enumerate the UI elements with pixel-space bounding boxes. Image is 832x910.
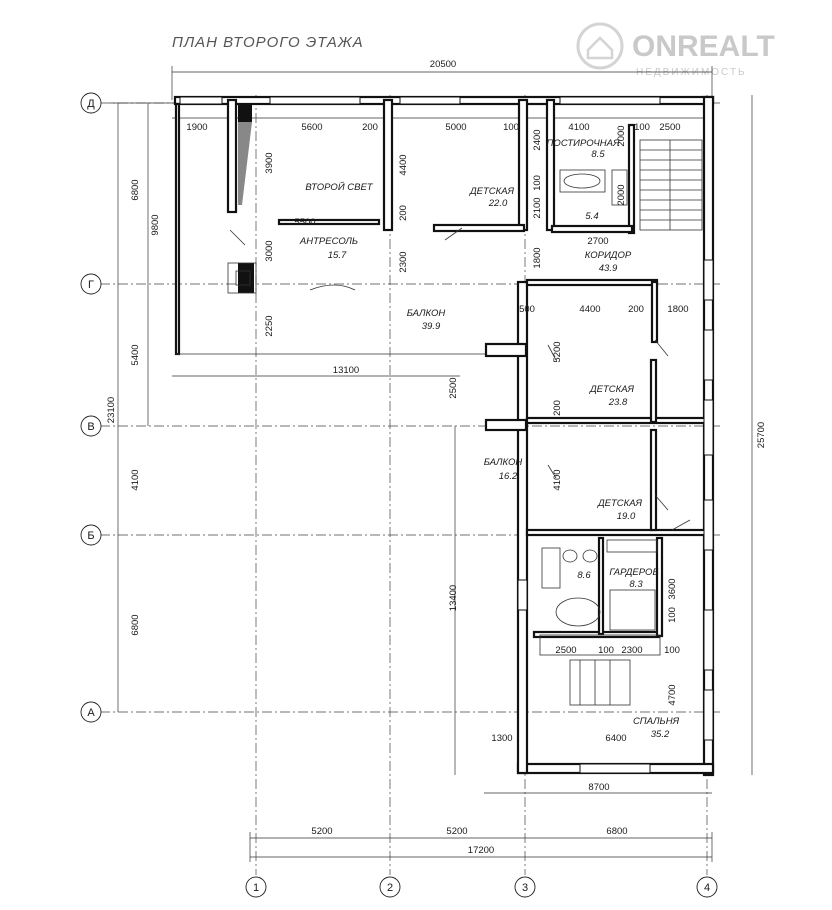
- room-area: 43.9: [598, 263, 618, 274]
- room-area: 8.5: [591, 149, 605, 160]
- axis-letter-g: Г: [88, 279, 94, 291]
- axis-letter-a: А: [87, 707, 95, 719]
- room-name: БАЛКОН: [483, 457, 523, 468]
- dim-interior: 6400: [605, 733, 627, 744]
- dim-top: 100: [503, 122, 519, 133]
- dim-left-outer: 23100: [106, 396, 117, 424]
- dim-interior: 2250: [264, 315, 275, 337]
- dim-interior: 2700: [587, 236, 609, 247]
- dim-interior: 2000: [616, 184, 627, 206]
- dim-interior: 5500: [294, 217, 316, 228]
- watermark-brand: ONREALT: [632, 30, 775, 63]
- axis-letter-v: В: [87, 421, 95, 433]
- dim-bottom-total: 17200: [467, 845, 495, 856]
- dim-interior: 200: [552, 400, 563, 416]
- dim-interior: 200: [628, 304, 644, 315]
- watermark-logo: [578, 24, 775, 78]
- dim-interior: 2500: [555, 645, 577, 656]
- room-area: 15.7: [327, 250, 347, 261]
- dim-interior: 4400: [579, 304, 601, 315]
- dim-interior: 13400: [448, 584, 459, 612]
- axis-number-3: 3: [521, 882, 529, 894]
- watermark-subtitle: НЕДВИЖИМОСТЬ: [636, 67, 747, 78]
- room-name: АНТРЕСОЛЬ: [299, 236, 359, 247]
- dim-left-inner: 9800: [150, 214, 161, 236]
- dim-left-inner: 4100: [130, 469, 141, 491]
- axis-grid: [100, 95, 720, 875]
- dim-interior: 3000: [264, 240, 275, 262]
- dim-interior: 200: [398, 205, 409, 221]
- dim-overall-top: 20500: [429, 59, 457, 70]
- dim-bottom-right: 8700: [588, 782, 610, 793]
- dim-interior: 1800: [532, 247, 543, 269]
- dim-left-inner: 5400: [130, 344, 141, 366]
- room-name: СПАЛЬНЯ: [632, 716, 680, 727]
- room-name: ДЕТСКАЯ: [469, 186, 515, 197]
- room-area: 19.0: [616, 511, 636, 522]
- room-area: 35.2: [650, 729, 670, 740]
- dim-top: 4100: [568, 122, 590, 133]
- room-area: 22.0: [488, 198, 508, 209]
- dim-bottom: 6800: [606, 826, 628, 837]
- dim-interior: 2400: [532, 129, 543, 151]
- dim-interior: 3600: [667, 578, 678, 600]
- dim-interior: 3900: [264, 152, 275, 174]
- dim-interior: 5200: [552, 341, 563, 363]
- room-area: 8.3: [629, 579, 643, 590]
- plan-title: ПЛАН ВТОРОГО ЭТАЖА: [172, 34, 364, 51]
- room-name: КОРИДОР: [584, 250, 632, 261]
- dim-interior: 4100: [552, 469, 563, 491]
- axis-letter-b: Б: [87, 530, 95, 542]
- dim-top: 1900: [186, 122, 208, 133]
- dim-top: 5600: [301, 122, 323, 133]
- room-name: ГАРДЕРОБ: [609, 567, 659, 578]
- axis-number-4: 4: [703, 882, 711, 894]
- dim-interior: 100: [598, 645, 614, 656]
- dim-top: 200: [362, 122, 378, 133]
- room-name: ДЕТСКАЯ: [597, 498, 643, 509]
- dim-interior: 2000: [616, 125, 627, 147]
- doors: [230, 228, 690, 530]
- dim-interior: 500: [519, 304, 535, 315]
- room-area: 5.4: [585, 211, 599, 222]
- room-name: ВТОРОЙ СВЕТ: [305, 182, 373, 193]
- room-name: ПОСТИРОЧНАЯ: [546, 138, 620, 149]
- room-name: ДЕТСКАЯ: [589, 384, 635, 395]
- dim-interior: 2100: [532, 197, 543, 219]
- dim-top: 100: [634, 122, 650, 133]
- dim-top: 5000: [445, 122, 467, 133]
- dim-bottom-mid: 13100: [332, 365, 360, 376]
- room-area: 39.9: [421, 321, 441, 332]
- dim-top: 2500: [659, 122, 681, 133]
- room-area: 23.8: [608, 397, 628, 408]
- axis-letter-d: Д: [87, 98, 95, 110]
- dim-interior: 100: [667, 607, 678, 623]
- dim-interior: 100: [532, 175, 543, 191]
- dim-interior: 4400: [398, 154, 409, 176]
- dim-right-outer: 25700: [756, 421, 767, 449]
- dim-interior: 100: [664, 645, 680, 656]
- dim-interior: 2500: [448, 377, 459, 399]
- dim-interior: 1300: [491, 733, 513, 744]
- dim-interior: 1800: [667, 304, 689, 315]
- dim-interior: 4700: [667, 684, 678, 706]
- room-area: 16.2: [498, 471, 518, 482]
- dim-bottom: 5200: [311, 826, 333, 837]
- room-name: БАЛКОН: [406, 308, 446, 319]
- axis-number-1: 1: [252, 882, 260, 894]
- axis-number-2: 2: [386, 882, 394, 894]
- dim-left-outer: 6800: [130, 179, 141, 201]
- dim-interior: 2300: [621, 645, 643, 656]
- dim-interior: 2300: [398, 251, 409, 273]
- room-area: 8.6: [577, 570, 591, 581]
- dim-left-outer: 6800: [130, 614, 141, 636]
- stairs: [640, 140, 702, 230]
- dim-bottom: 5200: [446, 826, 468, 837]
